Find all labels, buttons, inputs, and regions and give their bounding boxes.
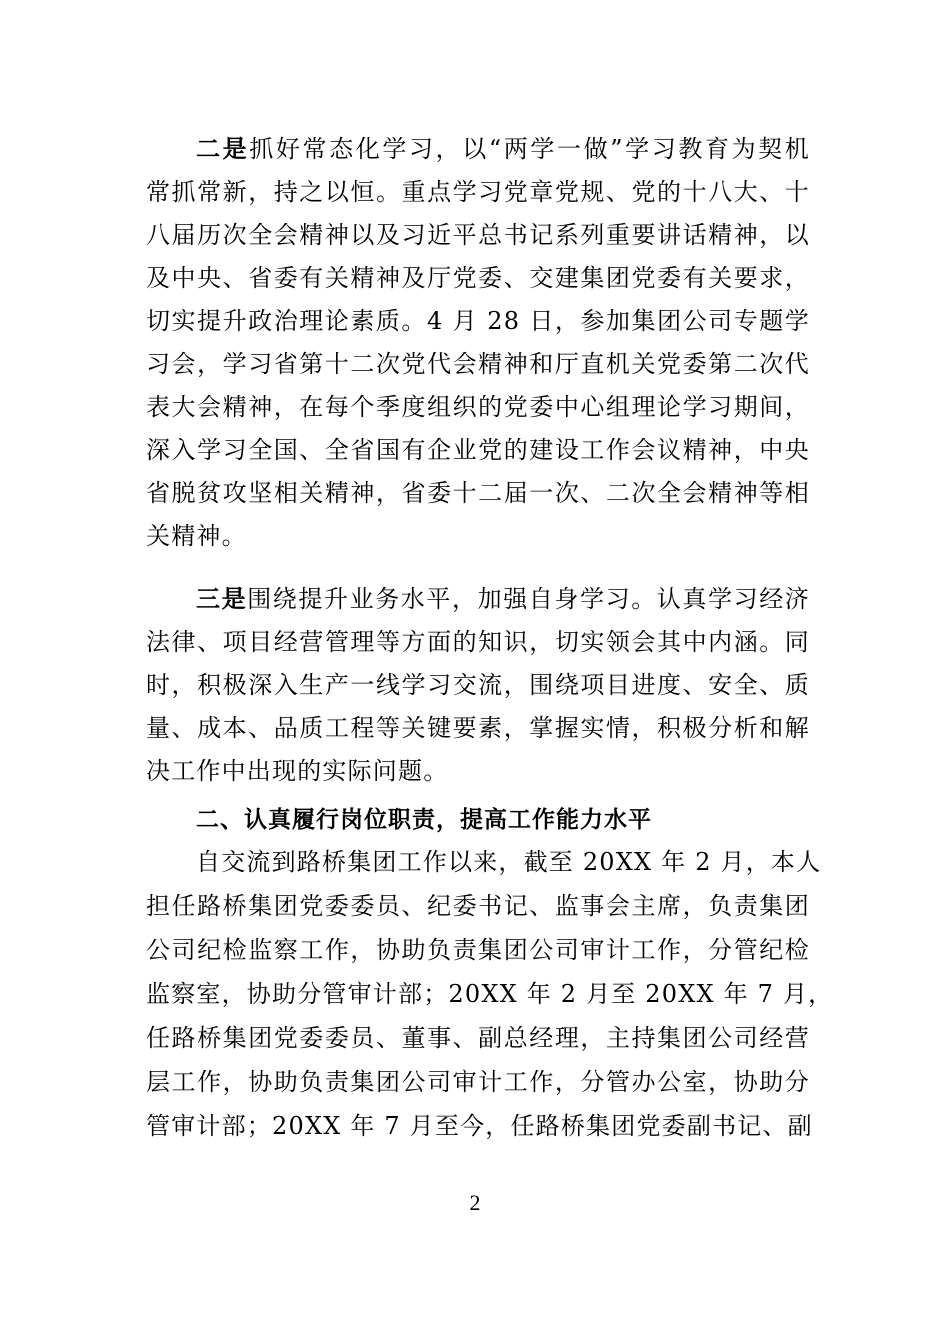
paragraph-line: 切实提升政治理论素质。4 月 28 日，参加集团公司专题学: [146, 307, 810, 335]
paragraph-line: 时，积极深入生产一线学习交流，围绕项目进度、安全、质: [146, 671, 810, 699]
paragraph-line: 管审计部；20XX 年 7 月至今，任路桥集团党委副书记、副: [146, 1112, 813, 1140]
paragraph-line: 及中央、省委有关精神及厅党委、交建集团党委有关要求，: [146, 264, 810, 292]
paragraph-line: 省脱贫攻坚相关精神，省委十二届一次、二次全会精神等相: [146, 479, 810, 507]
paragraph-line: 自交流到路桥集团工作以来，截至 20XX 年 2 月，本人: [196, 848, 822, 876]
paragraph-line: [196, 579, 810, 619]
paragraph-line: 习会，学习省第十二次党代会精神和厅直机关党委第二次代: [146, 350, 810, 378]
paragraph-line: 任路桥集团党委委员、董事、副总经理，主持集团公司经营: [146, 1024, 810, 1052]
paragraph-line: 法律、项目经营管理等方面的知识，切实领会其中内涵。同: [146, 628, 810, 656]
paragraph-line: 层工作，协助负责集团公司审计工作，分管办公室，协助分: [146, 1068, 810, 1096]
paragraph-line: 常抓常新，持之以恒。重点学习党章党规、党的十八大、十: [146, 178, 810, 206]
paragraph-line: 监察室，协助分管审计部；20XX 年 2 月至 20XX 年 7 月，: [146, 980, 834, 1008]
paragraph-line: 公司纪检监察工作，协助负责集团公司审计工作，分管纪检: [146, 936, 810, 964]
paragraph-line: 八届历次全会精神以及习近平总书记系列重要讲话精神，以: [146, 221, 810, 249]
paragraph-line: [196, 129, 810, 169]
paragraph-line: 关精神。: [146, 522, 247, 550]
paragraph-lead: 三是: [196, 585, 248, 613]
page-number: 2: [469, 1190, 481, 1215]
paragraph-line: 决工作中出现的实际问题。: [146, 757, 449, 785]
paragraph-line: 量、成本、品质工程等关键要素，掌握实情，积极分析和解: [146, 714, 810, 742]
paragraph-line: 表大会精神，在每个季度组织的党委中心组理论学习期间，: [146, 393, 810, 421]
paragraph-lead: 二是: [196, 135, 250, 163]
paragraph-text: 抓好常态化学习，以“两学一做”学习教育为契机: [249, 135, 811, 163]
paragraph-text: 围绕提升业务水平，加强自身学习。认真学习经济: [247, 585, 810, 613]
paragraph-line: 担任路桥集团党委委员、纪委书记、监事会主席，负责集团: [146, 892, 810, 920]
section-heading: 二、认真履行岗位职责，提高工作能力水平: [196, 807, 652, 833]
paragraph-line: 深入学习全国、全省国有企业党的建设工作会议精神，中央: [146, 436, 810, 464]
